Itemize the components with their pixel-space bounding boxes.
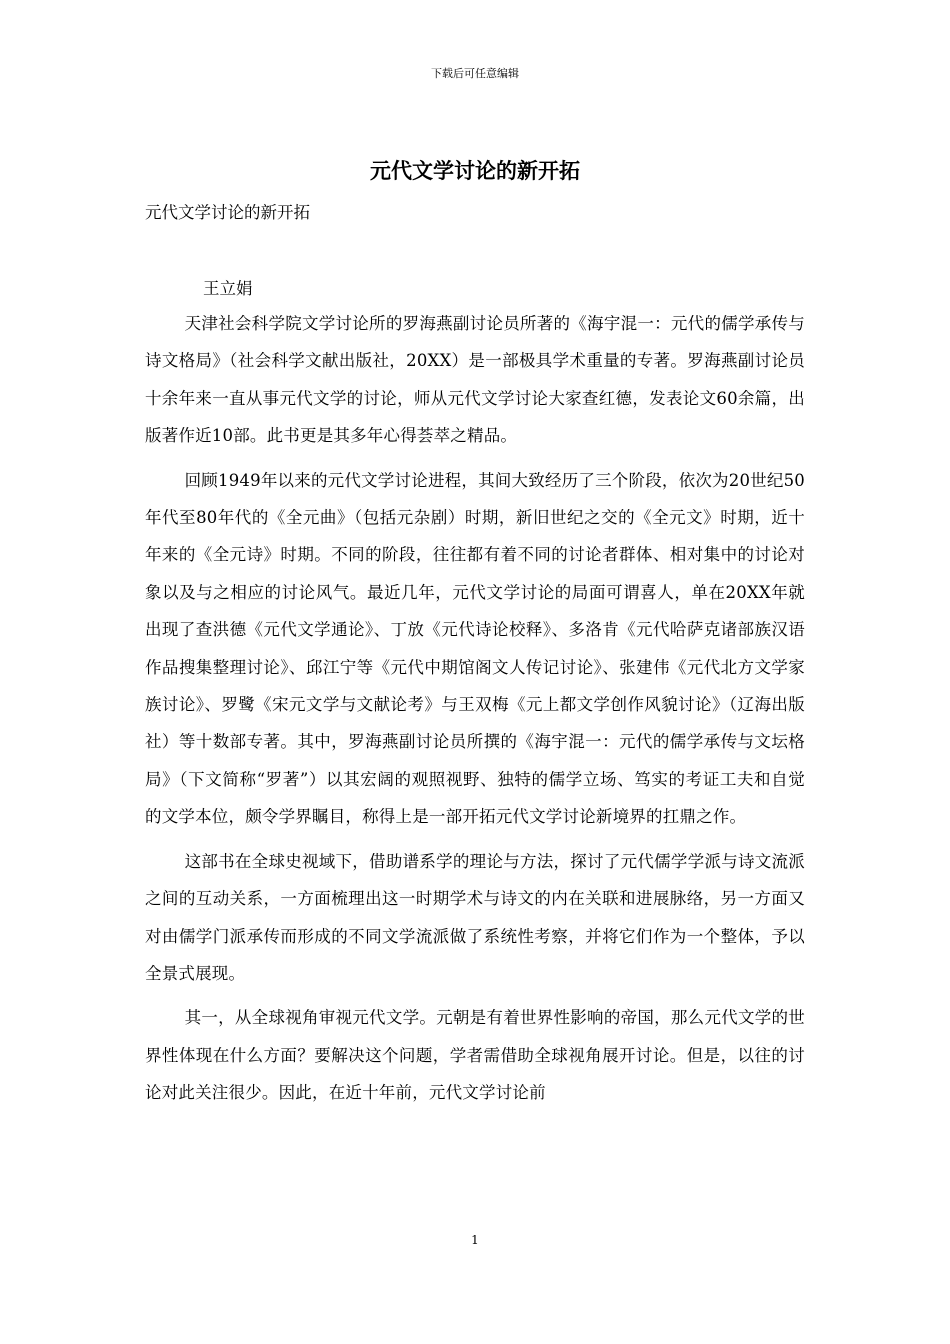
body-text xyxy=(145,305,805,1119)
paragraph: 这部书在全球史视域下，借助谱系学的理论与方法，探讨了元代儒学学派与诗文流派之间的互动关系，一方面梳理出这一时期学术与诗文的内在关联和进展脉络，另一方面又对由儒学门派承传而形成的不同文学流派做了系统性考察，并将它们作为一个整体，予以全景式展现。 xyxy=(145,851,805,983)
author-name: 王立娟 xyxy=(203,279,253,298)
document-subtitle: 元代文学讨论的新开拓 xyxy=(145,203,310,222)
header-note: 下载后可任意编辑 xyxy=(431,67,519,80)
page-number: 1 xyxy=(471,1233,479,1247)
paragraph: 其一，从全球视角审视元代文学。元朝是有着世界性影响的帝国，那么元代文学的世界性体现在什么方面？要解决这个问题，学者需借助全球视角展开讨论。但是，以往的讨论对此关注很少。因此，在近十年前，元代文学讨论前 xyxy=(145,1008,805,1103)
paragraph: 回顾1949年以来的元代文学讨论进程，其间大致经历了三个阶段，依次为20世纪50年代至80年代的《全元曲》（包括元杂剧）时期，新旧世纪之交的《全元文》时期，近十年来的《全元诗》时期。不同的阶段，往往都有着不同的讨论者群体、相对集中的讨论对象以及与之相应的讨论风气。最近几年，元代文学讨论的局面可谓喜人，单在20XX年就出现了查洪德《元代文学通论》、丁放《元代诗论校释》、多洛肯《元代哈萨克诸部族汉语作品搜集整理讨论》、邱江宁等《元代中期馆阁文人传记讨论》、张建伟《元代北方文学家族讨论》、罗鹭《宋元文学与文献论考》与王双梅《元上都文学创作风貌讨论》（辽海出版社）等十数部专著。其中，罗海燕副讨论员所撰的《海宇混一：元代的儒学承传与文坛格局》（下文简称“罗著”）以其宏阔的观照视野、独特的儒学立场、笃实的考证工夫和自觉的文学本位，颇令学界瞩目，称得上是一部开拓元代文学讨论新境界的扛鼎之作。 xyxy=(145,470,805,827)
paragraph: 天津社会科学院文学讨论所的罗海燕副讨论员所著的《海宇混一：元代的儒学承传与诗文格局》（社会科学文献出版社，20XX）是一部极具学术重量的专著。罗海燕副讨论员十余年来一直从事元代文学的讨论，师从元代文学讨论大家查红德，发表论文60余篇，出版著作近10部。此书更是其多年心得荟萃之精品。 xyxy=(145,314,805,446)
document-title: 元代文学讨论的新开拓 xyxy=(370,158,580,183)
